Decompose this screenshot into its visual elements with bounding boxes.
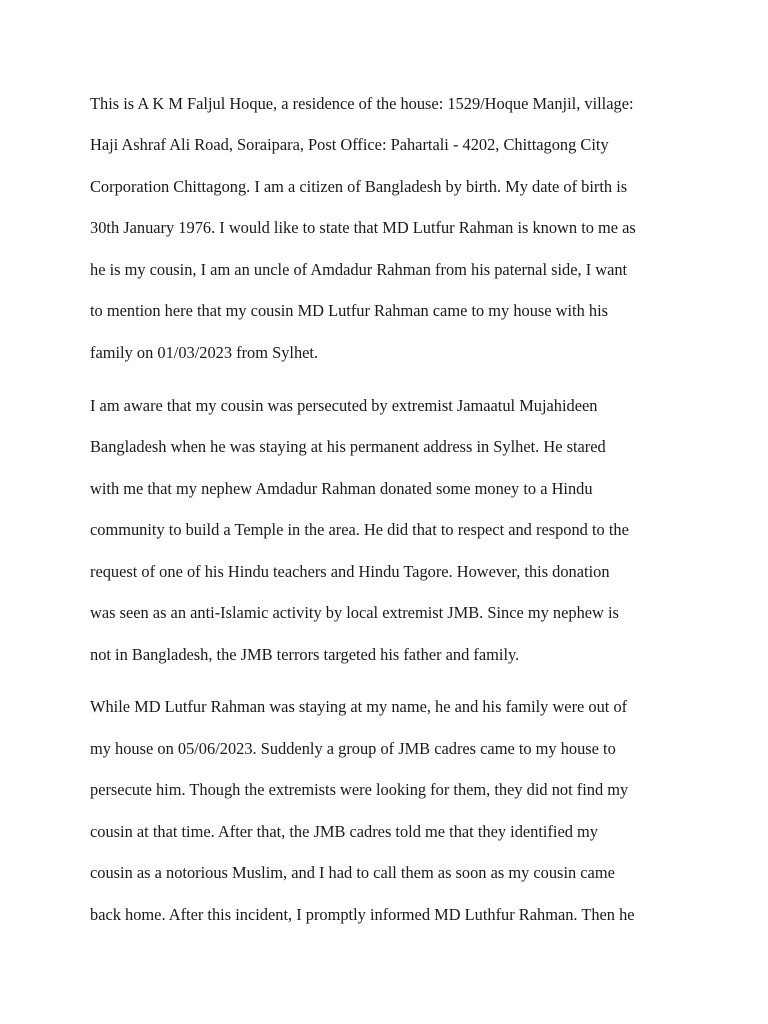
- text-line: to mention here that my cousin MD Lutfur Rahman came to my house with his: [90, 301, 609, 320]
- text-line: my house on 05/06/2023. Suddenly a group of JMB cadres came to my house to: [90, 739, 616, 758]
- text-line: Haji Ashraf Ali Road, Soraipara, Post Office: Pahartali - 4202, Chittagong City: [90, 135, 609, 154]
- text-line: community to build a Temple in the area. He did that to respect and respond to the: [90, 520, 629, 539]
- text-line: request of one of his Hindu teachers and Hindu Tagore. However, this donation: [90, 562, 610, 581]
- text-line: 30th January 1976. I would like to state that MD Lutfur Rahman is known to me as: [90, 218, 636, 237]
- text-line: persecute him. Though the extremists were looking for them, they did not find my: [90, 780, 629, 799]
- text-line: This is A K M Faljul Hoque, a residence of the house: 1529/Hoque Manjil, village:: [90, 94, 634, 113]
- text-line: not in Bangladesh, the JMB terrors targeted his father and family.: [90, 645, 520, 664]
- text-line: I am aware that my cousin was persecuted by extremist Jamaatul Mujahideen: [90, 396, 598, 415]
- text-line: back home. After this incident, I promptly informed MD Luthfur Rahman. Then he: [90, 905, 635, 924]
- text-line: cousin at that time. After that, the JMB cadres told me that they identified my: [90, 822, 598, 841]
- text-line: While MD Lutfur Rahman was staying at my name, he and his family were out of: [90, 697, 628, 716]
- text-line: Corporation Chittagong. I am a citizen of Bangladesh by birth. My date of birth is: [90, 177, 628, 196]
- text-line: cousin as a notorious Muslim, and I had to call them as soon as my cousin came: [90, 863, 615, 882]
- text-line: with me that my nephew Amdadur Rahman donated some money to a Hindu: [90, 479, 593, 498]
- text-line: family on 01/03/2023 from Sylhet.: [90, 343, 319, 362]
- text-line: was seen as an anti-Islamic activity by local extremist JMB. Since my nephew is: [90, 603, 619, 622]
- text-line: Bangladesh when he was staying at his permanent address in Sylhet. He stared: [90, 437, 606, 456]
- text-line: he is my cousin, I am an uncle of Amdadur Rahman from his paternal side, I want: [90, 260, 628, 279]
